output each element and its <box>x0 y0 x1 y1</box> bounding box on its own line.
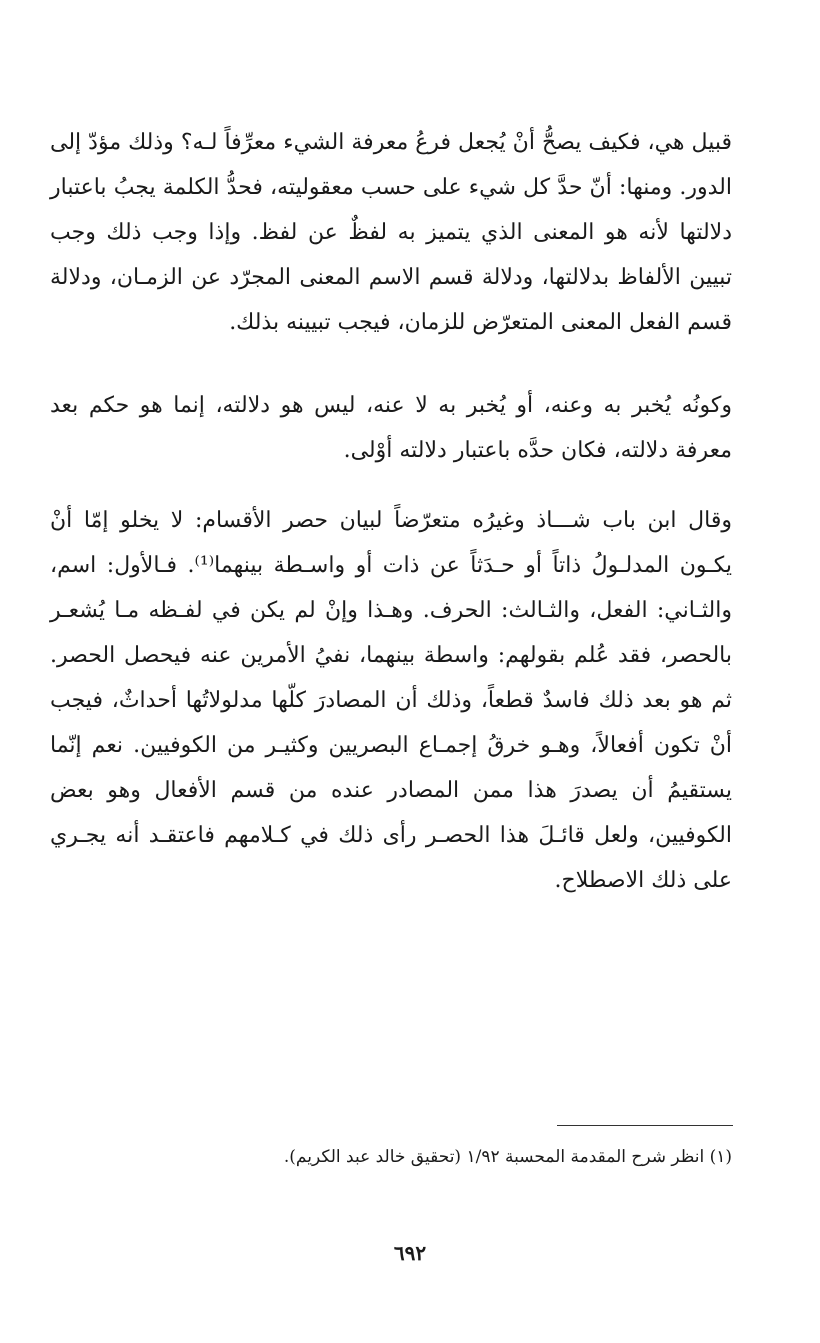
footnote-separator <box>557 1125 733 1126</box>
paragraph-3: وقال ابن باب شـــاذ وغيرُه متعرّضاً لبيان حصر الأقسام: لا يخلو إمّا أنْ يكـون المدلـولُ ذاتاً أو حـدَثاً عن ذات أو واسـطة بينهما⁽¹⁾. فـالأول: اسم، والثـاني: الفعل، والثـالث: الحرف. وهـذا وإنْ لم يكن في لفـظه مـا يُشعـر بالحصر، فقد عُلم بقولهم: واسطة بينهما، نفيُ الأمرين عنه فيحصل الحصر. ثم هو بعد ذلك فاسدٌ قطعاً، وذلك أن المصادرَ كلّها مدلولاتُها أحداثٌ، فيجب أنْ تكون أفعالاً، وهـو خرقُ إجمـاع البصريين وكثيـر من الكوفيين. نعم إنّما يستقيمُ أن يصدرَ هذا ممن المصادر عنده من قسم الأفعال وهو بعض الكوفيين، ولعل قائـلَ هذا الحصـر رأى ذلك في كـلامهم فاعتقـد أنه يجـري على ذلك الاصطلاح. <box>50 508 733 893</box>
page-number: ٦٩٢ <box>393 1241 427 1265</box>
paragraph-2: وكونُه يُخبر به وعنه، أو يُخبر به لا عنه، ليس هو دلالته، إنما هو حكم بعد معرفة دلالته، فكان حدَّه باعتبار دلالته أوْلى. <box>50 393 732 463</box>
paragraph-1: قبيل هي، فكيف يصحُّ أنْ يُجعل فرعُ معرفة الشيء معرِّفاً لـه؟ وذلك مؤدّ إلى الدور. ومنها: أنّ حدَّ كل شيء على حسب معقوليته، فحدُّ الكلمة يجبُ باعتبار دلالتها لأنه هو المعنى الذي يتميز به لفظٌ عن لفظ. وإذا وجب ذلك وجب تبيين الألفاظ بدلالتها، ودلالة قسم الاسم المعنى المجرّد عن الزمـان، ودلالة قسم الفعل المعنى المتعرّض للزمان، فيجب تبيينه بذلك. <box>50 130 732 335</box>
footnote: (١) انظر شرح المقدمة المحسبة ١/٩٢ (تحقيق خالد عبد الكريم). <box>283 1147 732 1167</box>
